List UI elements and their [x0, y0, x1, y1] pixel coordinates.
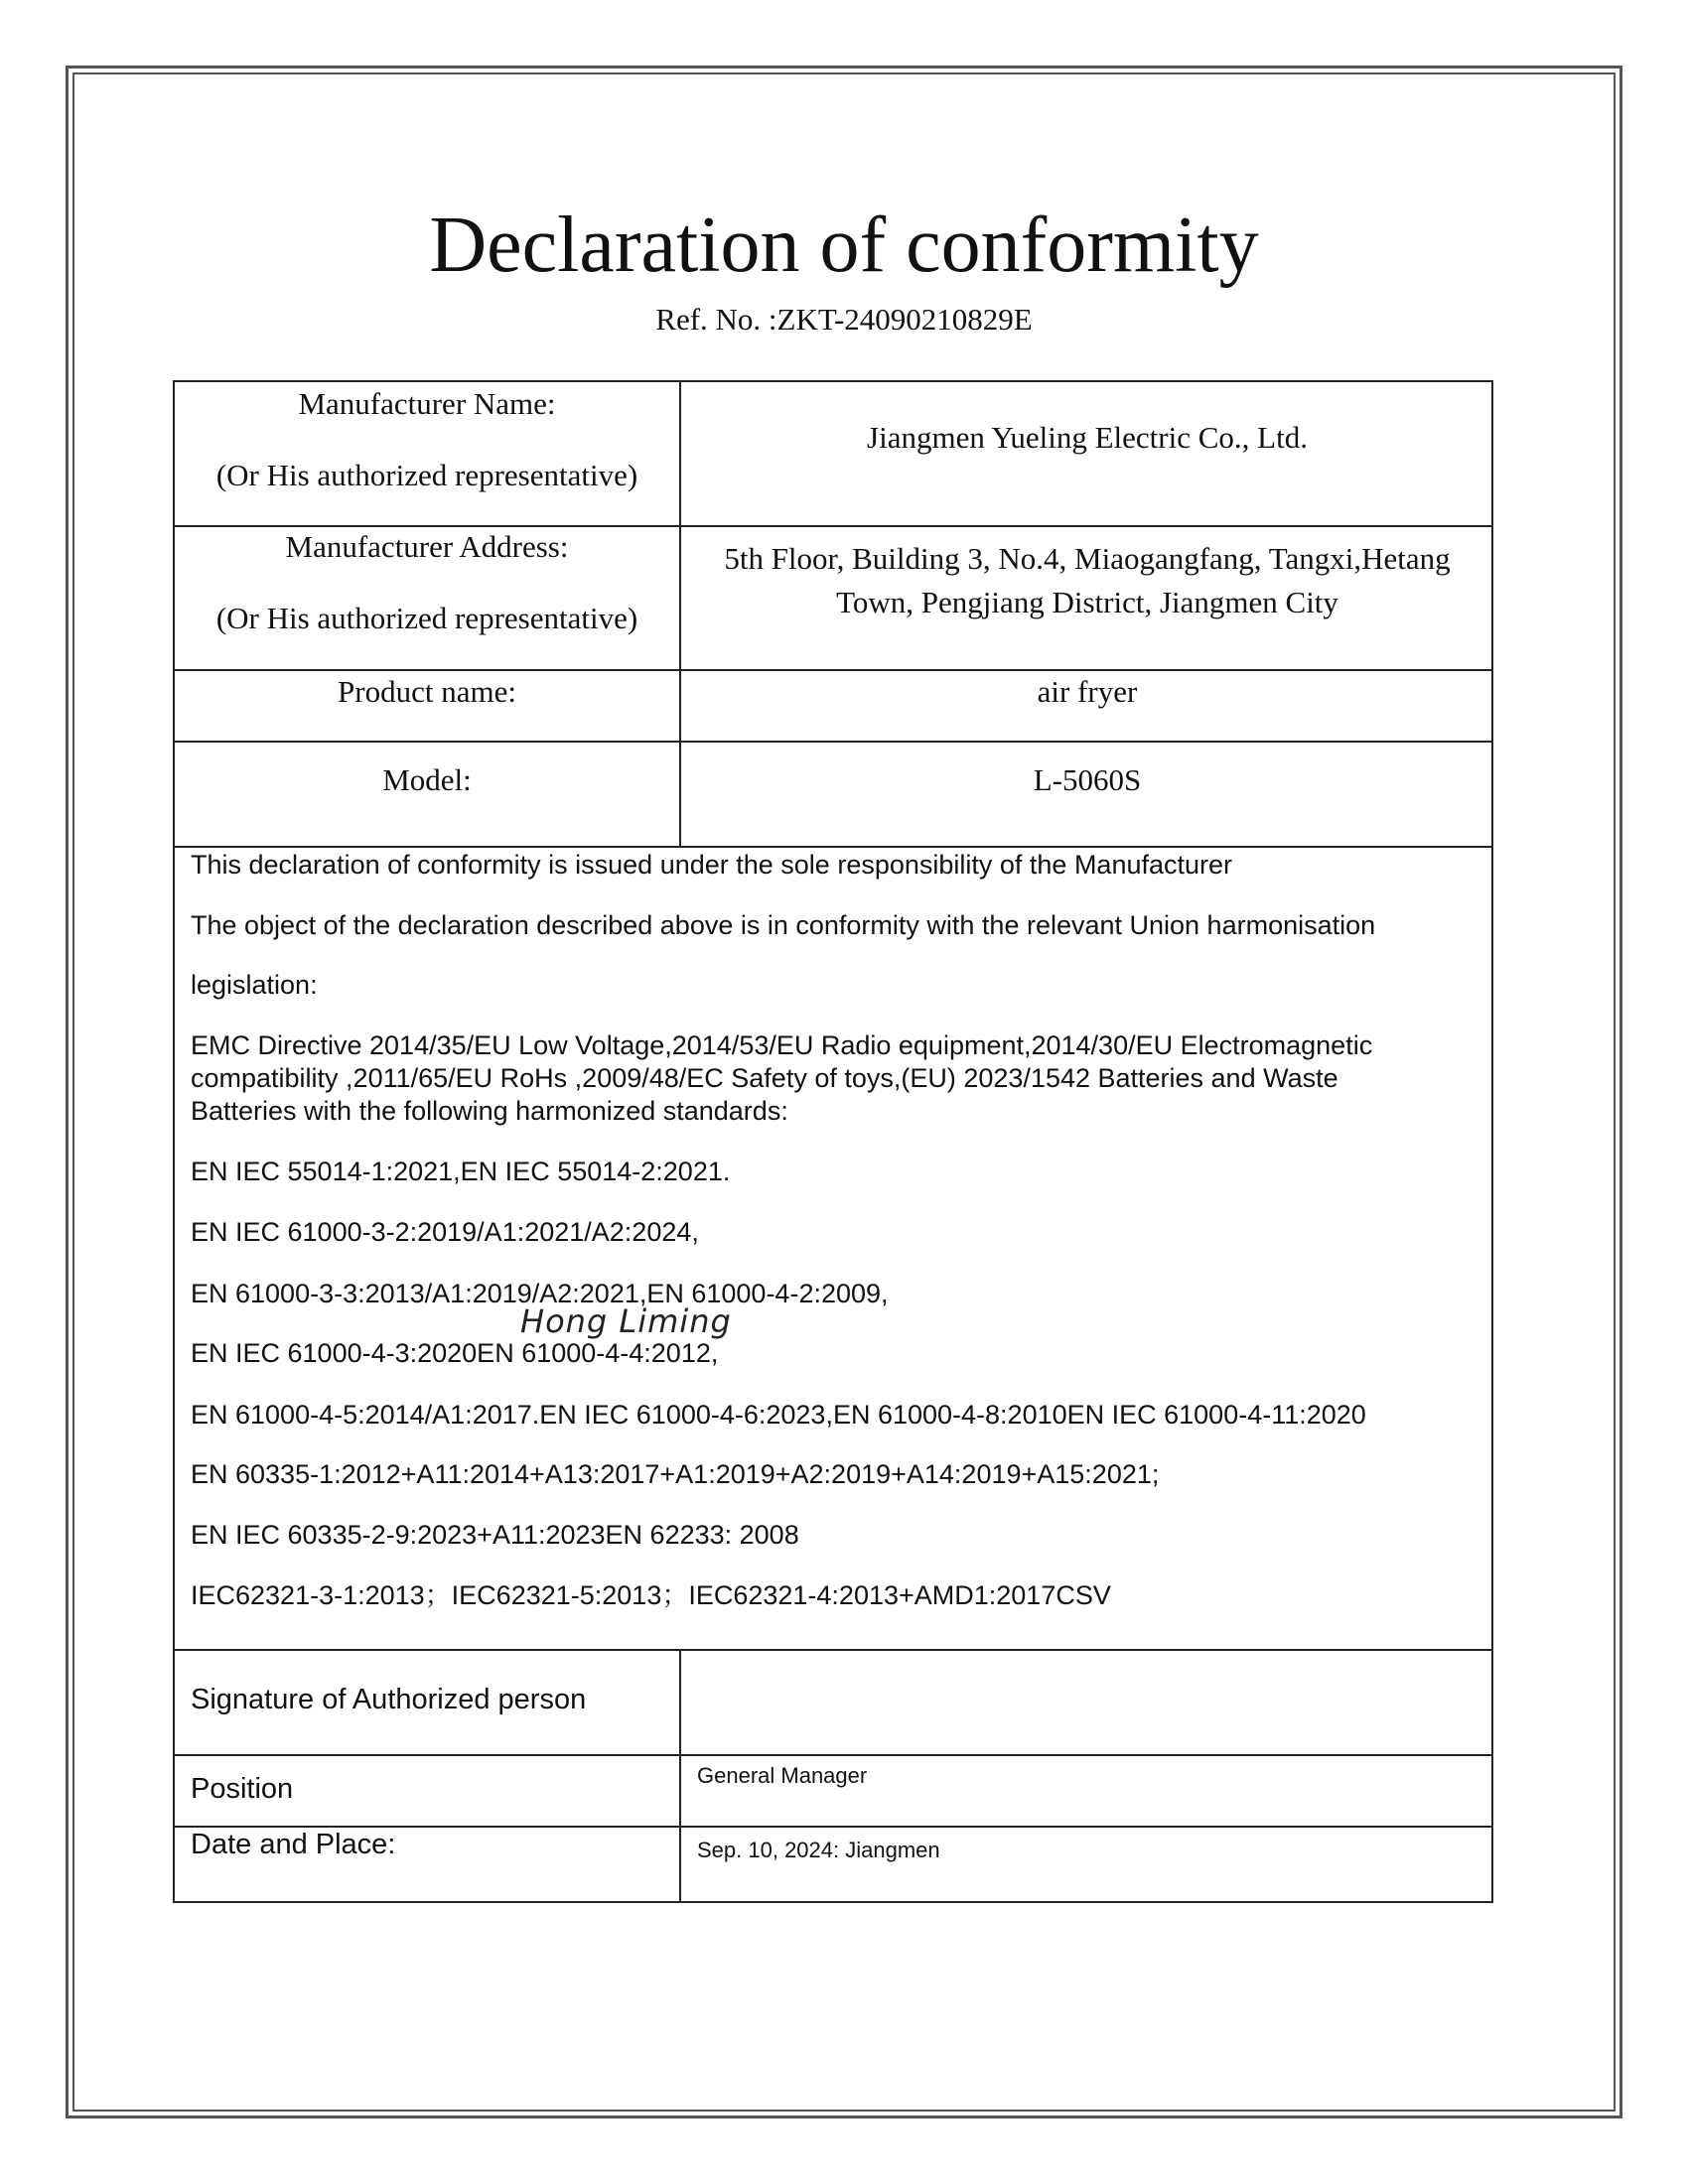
- table-column-divider: [679, 1649, 681, 1903]
- standard-line: EN 60335-1:2012+A11:2014+A13:2017+A1:2019+A2:2019+A14:2019+A15:2021;: [191, 1459, 1160, 1489]
- directives-line-3: Batteries with the following harmonized standards:: [191, 1096, 788, 1126]
- directives-line-1: EMC Directive 2014/35/EU Low Voltage,2014/53/EU Radio equipment,2014/30/EU Electromagnetic: [191, 1030, 1373, 1060]
- standard-line: EN IEC 60335-2-9:2023+A11:2023EN 62233: 2008: [191, 1520, 799, 1550]
- manufacturer-address-line-2: Town, Pengjiang District, Jiangmen City: [836, 585, 1338, 619]
- position-label: Position: [191, 1773, 294, 1805]
- date-place-value: Sep. 10, 2024: Jiangmen: [697, 1838, 940, 1862]
- conformity-statement: The object of the declaration described above is in conformity with the relevant Union harmonisation: [191, 910, 1376, 940]
- responsibility-statement: This declaration of conformity is issued under the sole responsibility of the Manufacturer: [191, 850, 1233, 880]
- signature-label: Signature of Authorized person: [191, 1684, 587, 1715]
- declaration-table: [173, 380, 1493, 1903]
- standard-line: EN 61000-4-5:2014/A1:2017.EN IEC 61000-4-6:2023,EN 61000-4-8:2010EN IEC 61000-4-11:2020: [191, 1400, 1366, 1430]
- position-value: General Manager: [697, 1763, 868, 1788]
- reference-number: Ref. No. :ZKT-24090210829E: [655, 302, 1033, 337]
- date-place-label: Date and Place:: [191, 1829, 396, 1860]
- product-name-value: air fryer: [1037, 674, 1138, 709]
- model-label: Model:: [382, 762, 472, 797]
- table-divider: [175, 1649, 1491, 1651]
- standard-line: EN 61000-3-3:2013/A1:2019/A2:2021,EN 61000-4-2:2009,: [191, 1279, 889, 1308]
- standard-line: EN IEC 61000-4-3:2020EN 61000-4-4:2012,: [191, 1338, 719, 1368]
- product-name-label: Product name:: [338, 674, 516, 709]
- legislation-heading: legislation:: [191, 970, 318, 1000]
- standard-line: EN IEC 61000-3-2:2019/A1:2021/A2:2024,: [191, 1217, 699, 1247]
- table-divider: [175, 741, 1491, 743]
- handwritten-signature: Hong Liming: [520, 1302, 732, 1340]
- directives-line-2: compatibility ,2011/65/EU RoHs ,2009/48/EC Safety of toys,(EU) 2023/1542 Batteries and Waste: [191, 1063, 1338, 1093]
- manufacturer-address-sublabel: (Or His authorized representative): [215, 601, 638, 635]
- manufacturer-address-label: Manufacturer Address:: [285, 529, 569, 564]
- standard-line: IEC62321-3-1:2013；IEC62321-5:2013；IEC62321-4:2013+AMD1:2017CSV: [191, 1580, 1111, 1610]
- document-title: Declaration of conformity: [429, 202, 1259, 289]
- table-divider: [175, 525, 1491, 527]
- manufacturer-name-value: Jiangmen Yueling Electric Co., Ltd.: [867, 420, 1308, 455]
- standard-line: EN IEC 55014-1:2021,EN IEC 55014-2:2021.: [191, 1157, 731, 1186]
- model-value: L-5060S: [1033, 762, 1142, 797]
- manufacturer-name-label: Manufacturer Name:: [298, 386, 556, 421]
- table-divider: [175, 1754, 1491, 1756]
- manufacturer-address-line-1: 5th Floor, Building 3, No.4, Miaogangfang, Tangxi,Hetang: [724, 541, 1451, 576]
- manufacturer-name-sublabel: (Or His authorized representative): [215, 458, 638, 492]
